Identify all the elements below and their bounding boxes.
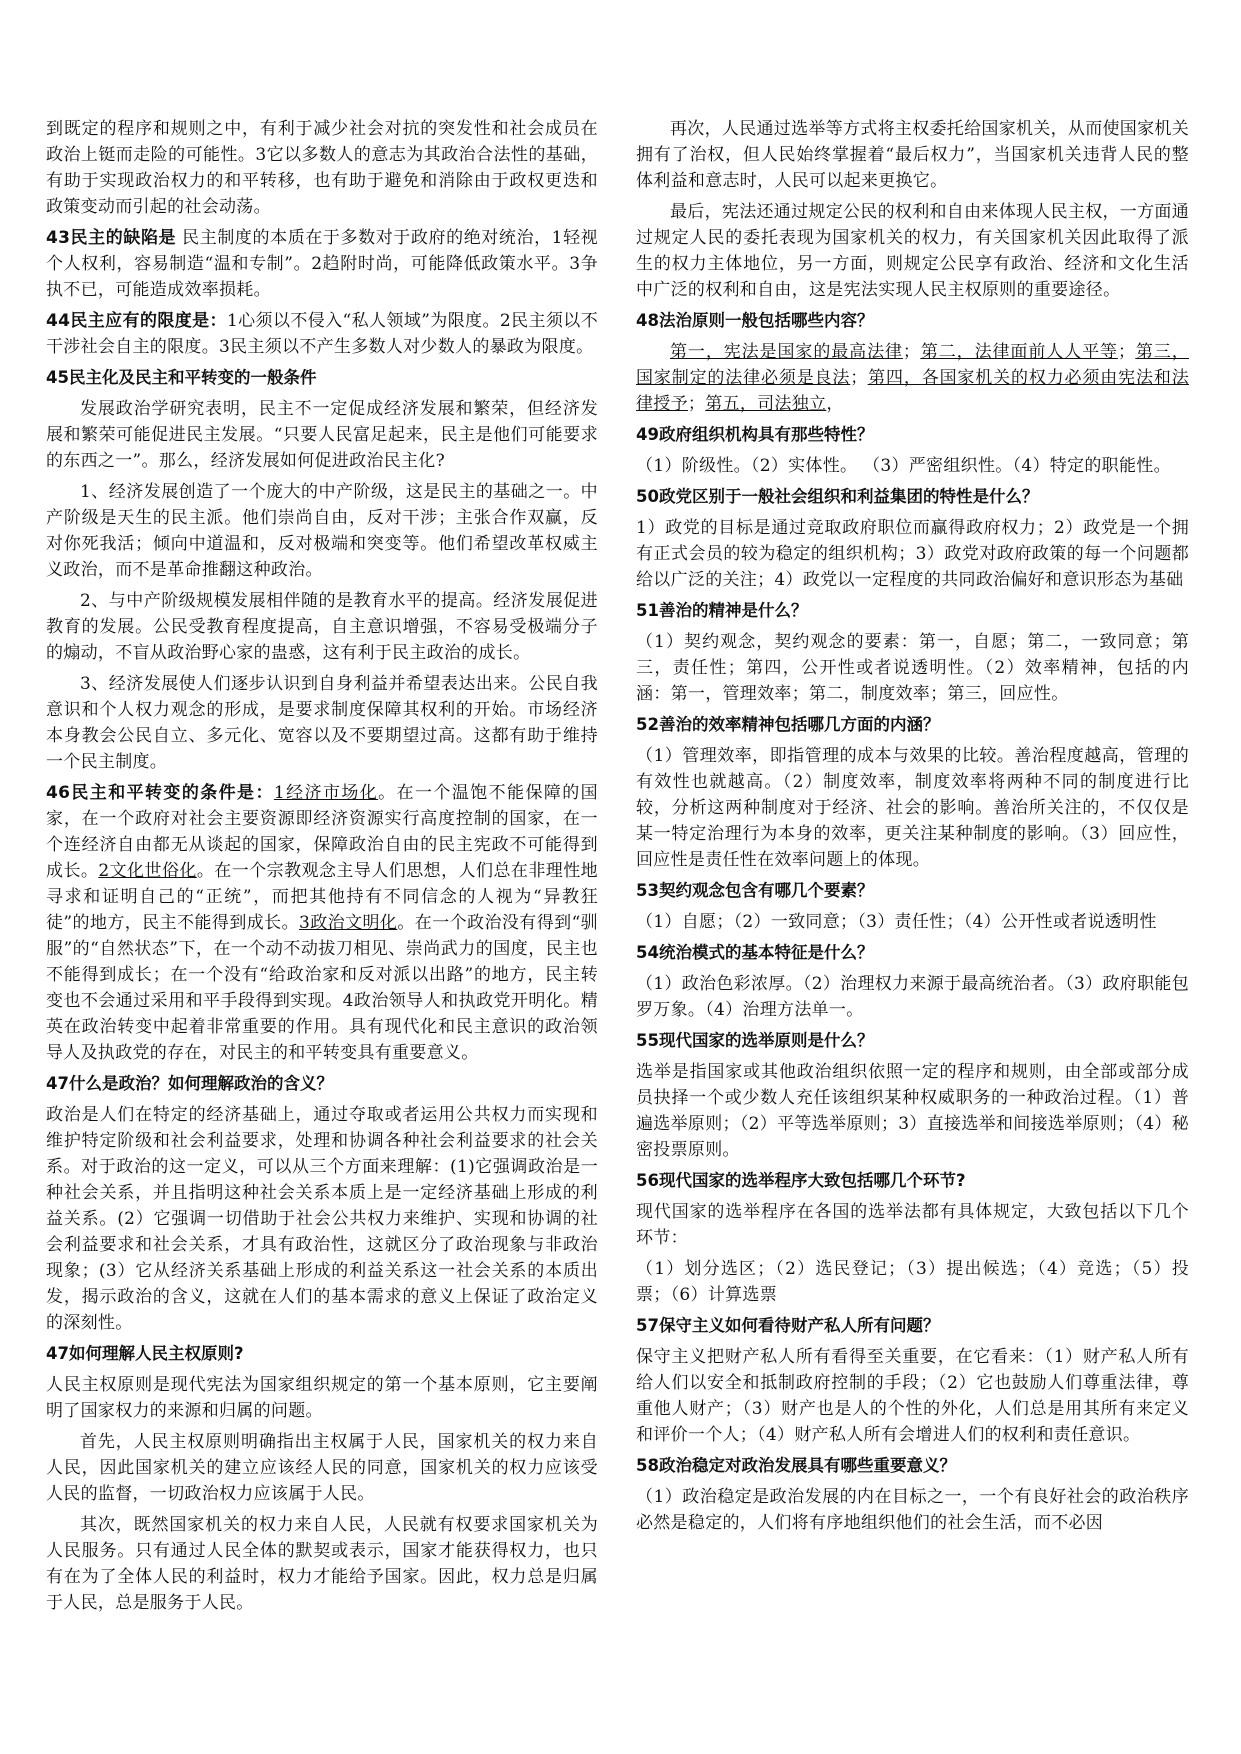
section-heading: 47什么是政治？如何理解政治的含义？ [46,1074,333,1093]
text-run: ； [902,342,921,362]
paragraph-lead: 43民主的缺陷是 [46,228,177,248]
paragraph-lead: 46民主和平转变的条件是： [46,783,274,803]
paragraph [636,971,1189,1023]
paragraph [636,515,1189,593]
section-heading: 49政府组织机构具有那些特性？ [636,425,874,444]
paragraph [636,339,1189,417]
underlined-text: 1经济市场化 [273,783,379,803]
paragraph-text: 最后，宪法还通过规定公民的权利和自由来体现人民主权，一方面通过规定人民的委托表现为国家机关的权力，有关国家机关因此取得了派生的权力主体地位，另一方面，则规定公民享有政治、经济和文化生活中广泛的权利和自由，这是宪法实现人民主权原则的重要途径。 [636,202,1189,300]
paragraph [636,629,1189,707]
paragraph [636,1199,1189,1251]
paragraph-text: 政治是人们在特定的经济基础上，通过夺取或者运用公共权力而实现和维护特定阶级和社会利益要求，处理和协调各种社会利益要求的社会关系。对于政治的这一定义，可以从三个方面来理解：(1)它强调政治是一种社会关系，并且指明这种社会关系本质上是一定经济基础上形成的利益关系。(2）它强调一切借助于社会公共权力来维护、实现和协调的社会利益要求和社会关系，才具有政治性，这就区分了政治现象与非政治现象；(3）它从经济关系基础上形成的利益关系这一社会关系的本质出发，揭示政治的含义，这就在人们的基本需求的意义上保证了政治定义的深刻性。 [46,1105,598,1333]
paragraph-text: 民主制度的本质在于多数对于政府的绝对统治，1轻视个人权利，容易制造“温和专制”。2趋附时尚，可能降低政策水平。3争执不已，可能造成效率损耗。 [46,228,598,300]
section-heading: 56现代国家的选举程序大致包括哪几个环节? [636,1171,966,1190]
paragraph [636,1059,1189,1163]
paragraph [636,116,1189,194]
paragraph-text: 1）政党的目标是通过竞取政府职位而赢得政府权力；2）政党是一个拥有正式会员的较为稳定的组织机构；3）政党对政府政策的每一个问题都给以广泛的关注；4）政党以一定程度的共同政治偏好和意识形态为基础 [636,518,1189,590]
paragraph-text: （1）划分选区；（2）选民登记；（3）提出候选；（4）竞选；（5）投票；（6）计算选票 [636,1259,1189,1305]
underlined-text: 2文化世俗化 [98,861,197,881]
section-heading: 58政治稳定对政治发展具有哪些重要意义？ [636,1456,956,1475]
paragraph-text: 1、经济发展创造了一个庞大的中产阶级，这是民主的基础之一。中产阶级是天生的民主派。他们崇尚自由，反对干涉；主张合作双赢，反对你死我活；倾向中道温和，反对极端和突变等。他们希望改革权威主义政治，而不是革命推翻这种政治。 [46,482,598,580]
paragraph [46,116,598,220]
section-heading: 54统治模式的基本特征是什么？ [636,943,874,962]
paragraph-text: 再次，人民通过选举等方式将主权委托给国家机关，从而使国家机关拥有了治权，但人民始终掌握着“最后权力”，当国家机关违背人民的整体利益和意志时，人民可以起来更换它。 [636,119,1189,191]
paragraph-text: （1）契约观念，契约观念的要素：第一，自愿；第二，一致同意；第三，责任性；第四，公开性或者说透明性。（2）效率精神，包括的内涵：第一，管理效率；第二，制度效率；第三，回应性。 [636,632,1189,704]
underlined-text: 第二，法律面前人人平等 [920,342,1118,362]
text-run: 。在一个政治没有得到“驯服”的“自然状态”下，在一个动不动拔刀相见、崇尚武力的国度，民主也不能得到成长；在一个没有“给政治家和反对派以出路”的地方，民主转变也不会通过采用和平手段得到实现。4政治领导人和执政党开明化。精英在政治转变中起着非常重要的作用。具有现代化和民主意识的政治领导人及执政党的存在，对民主的和平转变具有重要意义。 [46,913,598,1063]
right-column [636,116,1189,1541]
paragraph-text: （1）阶级性。（2）实体性。 （3）严密组织性。（4）特定的职能性。 [636,456,1171,476]
paragraph [636,453,1189,479]
section-heading: 53契约观念包含有哪几个要素？ [636,881,874,900]
paragraph [46,588,598,666]
paragraph-text: （1）自愿；（2）一致同意；（3）责任性；（4）公开性或者说透明性 [636,912,1157,932]
paragraph-text: （1）管理效率，即指管理的成本与效果的比较。善治程度越高，管理的有效性也就越高。（2）制度效率，制度效率将两种不同的制度进行比较，分析这两种制度对于经济、社会的影响。善治所关注的，不仅仅是某一特定治理行为本身的效率，更关注某种制度的影响。（3）回应性，回应性是责任性在效率问题上的体现。 [636,746,1189,870]
underlined-text: 第三，国家制定的法律必须是良法 [636,342,1189,388]
paragraph-lead: 44民主应有的限度是： [46,311,227,331]
paragraph-text: 其次，既然国家机关的权力来自人民，人民就有权要求国家机关为人民服务。只有通过人民全体的默契或表示，国家才能获得权力，也只有在为了全体人民的利益时，权力才能给予国家。因此，权力总是归属于人民，总是服务于人民。 [46,1515,598,1613]
paragraph-text: 1心须以不侵入“私人领域”为限度。2民主须以不干涉社会自主的限度。3民主须以不产生多数人对少数人的暴政为限度。 [46,311,598,357]
underlined-text: 3政治文明化 [299,913,398,933]
underlined-text: 第五，司法独立 [705,394,827,414]
paragraph-text: 现代国家的选举程序在各国的选举法都有具体规定，大致包括以下几个环节： [636,1202,1189,1248]
text-run: 。在一个宗教观念主导人们思想，人们总在非理性地寻求和证明自己的“正统”，而把其他持有不同信念的人视为“异教狂徒”的地方，民主不能得到成长。 [46,861,598,933]
paragraph-text: 人民主权原则是现代宪法为国家组织规定的第一个基本原则，它主要阐明了国家权力的来源和归属的问题。 [46,1375,598,1421]
paragraph-text: 发展政治学研究表明，民主不一定促成经济发展和繁荣，但经济发展和繁荣可能促进民主发展。“只要人民富足起来，民主是他们可能要求的东西之一”。那么，经济发展如何促进政治民主化? [46,399,598,471]
paragraph [636,1344,1189,1448]
paragraph-text: 选举是指国家或其他政治组织依照一定的程序和规则，由全部或部分成员抉择一个或少数人充任该组织某种权威职务的一种政治过程。（1）普遍选举原则；（2）平等选举原则；3）直接选举和间接选举原则；（4）秘密投票原则。 [636,1062,1189,1160]
paragraph [46,308,598,360]
section-heading: 50政党区别于一般社会组织和利益集团的特性是什么？ [636,487,1039,506]
paragraph [46,1372,598,1424]
text-run: ； [850,368,868,388]
paragraph-text: 保守主义把财产私人所有看得至关重要，在它看来：（1）财产私人所有给人们以安全和抵制政府控制的手段；（2）它也鼓励人们尊重法律，尊重他人财产；（3）财产也是人的个性的外化，人们总是用其所有来定义和评价一个人；（4）财产私人所有会增进人们的权利和责任意识。 [636,1347,1189,1445]
paragraph [46,1512,598,1616]
underlined-text: 第四，各国家机关的权力必须由宪法和法律授予 [636,368,1189,414]
text-run: 。在一个温饱不能保障的国家，在一个政府对社会主要资源即经济资源实行高度控制的国家，在一个连经济自由都无从谈起的国家，保障政治自由的民主宪政不可能得到成长。 [46,783,598,881]
paragraph-text: 2、与中产阶级规模发展相伴随的是教育水平的提高。经济发展促进教育的发展。公民受教育程度提高，自主意识增强，不容易受极端分子的煽动，不盲从政治野心家的蛊惑，这有利于民主政治的成长。 [46,591,598,663]
paragraph-text: 到既定的程序和规则之中，有利于减少社会对抗的突发性和社会成员在政治上铤而走险的可能性。3它以多数人的意志为其政治合法性的基础，有助于实现政治权力的和平转移，也有助于避免和消除由于政权更迭和政策变动而引起的社会动荡。 [46,119,598,217]
left-column [46,116,598,1621]
paragraph [636,1484,1189,1536]
paragraph [46,1429,598,1507]
paragraph [636,909,1189,935]
section-heading: 52善治的效率精神包括哪几方面的内涵？ [636,715,940,734]
paragraph [636,199,1189,303]
section-heading: 48法治原则一般包括哪些内容？ [636,311,874,330]
paragraph-text: 3、经济发展使人们逐步认识到自身利益并希望表达出来。公民自我意识和个人权力观念的形成，是要求制度保障其权利的开始。市场经济本身教会公民自立、多元化、宽容以及不要期望过高。这都有助于维持一个民主制度。 [46,674,598,772]
section-heading: 47如何理解人民主权原则? [46,1344,244,1363]
paragraph [46,396,598,474]
section-heading: 55现代国家的选举原则是什么？ [636,1031,874,1050]
paragraph [46,780,598,1066]
text-run: ； [687,394,706,414]
underlined-text: 第一，宪法是国家的最高法律 [670,342,903,362]
paragraph-text: （1）政治稳定是政治发展的内在目标之一，一个有良好社会的政治秩序必然是稳定的，人们将有序地组织他们的社会生活，而不必因 [636,1487,1189,1533]
text-run: ； [1117,342,1136,362]
paragraph [46,479,598,583]
section-heading: 51善治的精神是什么？ [636,601,808,620]
paragraph-text: 首先，人民主权原则明确指出主权属于人民，国家机关的权力来自人民，因此国家机关的建立应该经人民的同意，国家机关的权力应该受人民的监督，一切政治权力应该属于人民。 [46,1432,598,1504]
paragraph [46,1102,598,1336]
paragraph [46,225,598,303]
paragraph [636,743,1189,873]
paragraph [46,671,598,775]
section-heading: 57保守主义如何看待财产私人所有问题？ [636,1316,940,1335]
section-heading: 45民主化及民主和平转变的一般条件 [46,368,317,387]
text-run: ， [826,394,844,414]
paragraph-text: （1）政治色彩浓厚。（2）治理权力来源于最高统治者。（3）政府职能包罗万象。（4）治理方法单一。 [636,974,1189,1020]
paragraph [636,1256,1189,1308]
